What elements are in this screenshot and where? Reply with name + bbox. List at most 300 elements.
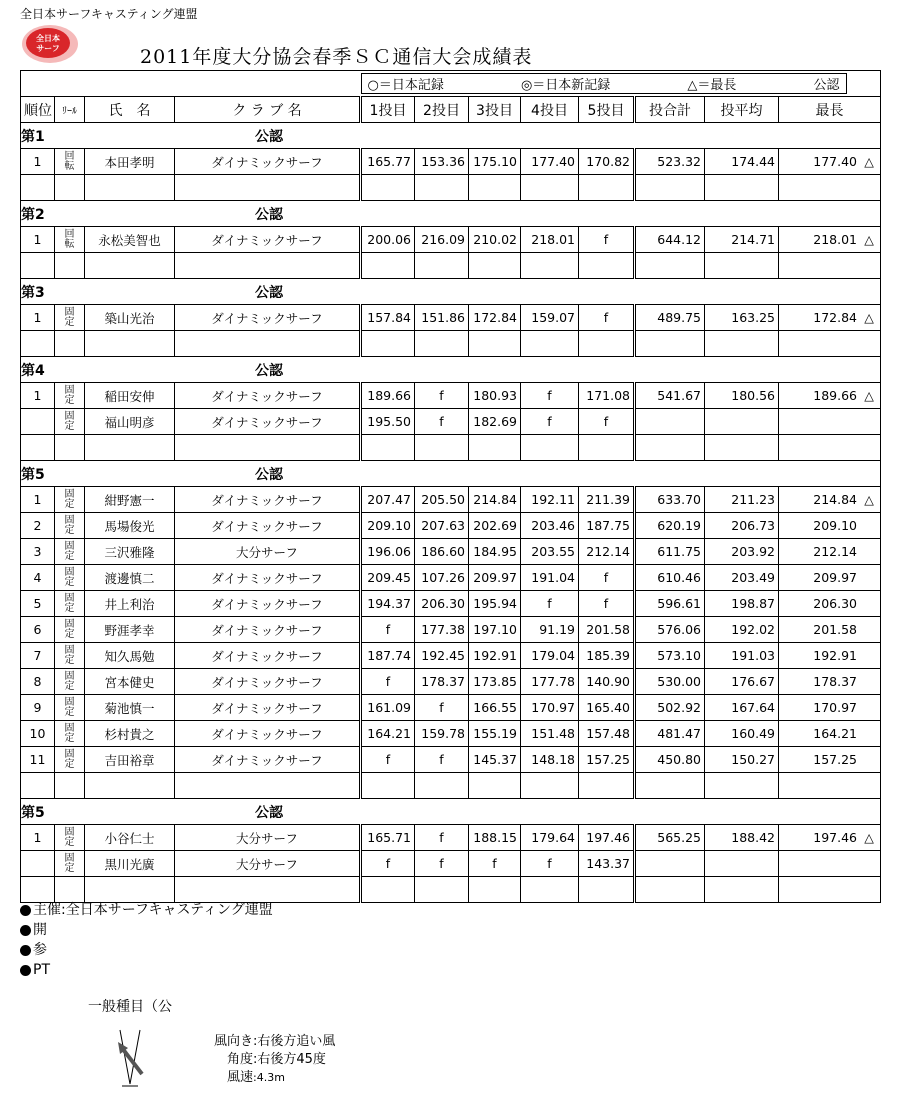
total-cell: 502.92 <box>635 695 705 721</box>
section-official-mark: 公認 <box>255 206 283 223</box>
throw-3-cell <box>469 773 521 799</box>
wind-speed-value: :4.3m <box>253 1071 285 1084</box>
throw-3-cell: 214.84 <box>469 487 521 513</box>
name-cell: 井上利治 <box>85 591 175 617</box>
section-official-mark: 公認 <box>255 362 283 379</box>
rank-cell <box>21 851 55 877</box>
throw-2-cell: f <box>415 825 469 851</box>
throw-5-cell: 143.37 <box>579 851 635 877</box>
throw-2-cell: 153.36 <box>415 149 469 175</box>
throw-2-cell <box>415 773 469 799</box>
longest-cell: 157.25 <box>779 747 881 773</box>
total-cell <box>635 851 705 877</box>
throw-5-cell: f <box>579 565 635 591</box>
club-cell <box>175 435 361 461</box>
throw-2-cell: 216.09 <box>415 227 469 253</box>
throw-3-cell <box>469 331 521 357</box>
throw-3-cell: 210.02 <box>469 227 521 253</box>
name-cell: 黒川光廣 <box>85 851 175 877</box>
table-row <box>21 721 881 747</box>
rank-cell: 1 <box>21 305 55 331</box>
club-cell: ダイナミックサーフ <box>175 695 361 721</box>
total-cell: 489.75 <box>635 305 705 331</box>
throw-4-cell: 203.55 <box>521 539 579 565</box>
total-cell: 565.25 <box>635 825 705 851</box>
rank-cell <box>21 175 55 201</box>
club-cell <box>175 175 361 201</box>
throw-2-cell <box>415 253 469 279</box>
name-cell <box>85 773 175 799</box>
average-cell: 160.49 <box>705 721 779 747</box>
section-header-row <box>21 279 881 305</box>
wind-speed-label: 風速 <box>226 1070 253 1085</box>
longest-cell: 172.84 △ <box>779 305 881 331</box>
club-cell: ダイナミックサーフ <box>175 617 361 643</box>
throw-5-cell: 140.90 <box>579 669 635 695</box>
throw-2-cell: 178.37 <box>415 669 469 695</box>
rank-cell: 4 <box>21 565 55 591</box>
club-cell: ダイナミックサーフ <box>175 227 361 253</box>
throw-3-cell: 175.10 <box>469 149 521 175</box>
throw-4-cell: 177.40 <box>521 149 579 175</box>
note-participants: 参 <box>20 940 273 960</box>
throw-2-cell: f <box>415 747 469 773</box>
table-row <box>21 383 881 409</box>
longest-mark: △ <box>864 310 874 325</box>
total-cell: 481.47 <box>635 721 705 747</box>
total-cell: 576.06 <box>635 617 705 643</box>
rank-cell: 10 <box>21 721 55 747</box>
longest-cell: 214.84 △ <box>779 487 881 513</box>
throw-5-cell: 185.39 <box>579 643 635 669</box>
rank-cell: 1 <box>21 825 55 851</box>
throw-2-cell <box>415 877 469 903</box>
throw-5-cell: 157.48 <box>579 721 635 747</box>
legend-longest: △＝最長 <box>687 78 737 93</box>
average-cell: 203.92 <box>705 539 779 565</box>
table-row <box>21 617 881 643</box>
throw-1-cell: 157.84 <box>361 305 415 331</box>
throw-4-cell: 218.01 <box>521 227 579 253</box>
name-cell: 本田孝明 <box>85 149 175 175</box>
average-cell <box>705 331 779 357</box>
name-cell: 永松美智也 <box>85 227 175 253</box>
throw-3-cell: 180.93 <box>469 383 521 409</box>
name-cell: 福山明彦 <box>85 409 175 435</box>
longest-cell: 192.91 <box>779 643 881 669</box>
rank-cell: 8 <box>21 669 55 695</box>
club-cell <box>175 253 361 279</box>
wind-direction-label: 風向き <box>213 1034 253 1049</box>
event-label: 一般種目（公 <box>88 999 172 1015</box>
table-row <box>21 643 881 669</box>
average-cell <box>705 877 779 903</box>
throw-4-cell: 170.97 <box>521 695 579 721</box>
throw-4-cell <box>521 877 579 903</box>
name-cell <box>85 331 175 357</box>
throw-3-cell <box>469 435 521 461</box>
throw-5-cell: 171.08 <box>579 383 635 409</box>
blank-row <box>21 175 881 201</box>
bullet-icon <box>20 905 31 916</box>
club-cell: 大分サーフ <box>175 539 361 565</box>
reel-type-cell <box>55 773 85 799</box>
club-cell: ダイナミックサーフ <box>175 409 361 435</box>
name-cell: 吉田裕章 <box>85 747 175 773</box>
note-pt: PT <box>20 960 273 980</box>
rank-cell: 2 <box>21 513 55 539</box>
reel-type-cell: 固定 <box>55 617 85 643</box>
longest-cell: 164.21 <box>779 721 881 747</box>
longest-cell: 209.97 <box>779 565 881 591</box>
legend-row <box>21 71 881 97</box>
average-cell: 150.27 <box>705 747 779 773</box>
throw-1-cell <box>361 877 415 903</box>
throw-3-cell: 192.91 <box>469 643 521 669</box>
throw-2-cell <box>415 331 469 357</box>
total-cell <box>635 253 705 279</box>
longest-cell: 177.40 △ <box>779 149 881 175</box>
wind-angle-label: 角度 <box>226 1052 253 1067</box>
longest-mark: △ <box>864 154 874 169</box>
reel-type-cell: 固定 <box>55 591 85 617</box>
header-throw-4: 4投目 <box>521 97 579 123</box>
throw-3-cell: 182.69 <box>469 409 521 435</box>
table-row <box>21 409 881 435</box>
average-cell: 163.25 <box>705 305 779 331</box>
blank-row <box>21 773 881 799</box>
throw-4-cell <box>521 253 579 279</box>
average-cell <box>705 253 779 279</box>
section-header-row <box>21 201 881 227</box>
average-cell: 214.71 <box>705 227 779 253</box>
throw-5-cell: 212.14 <box>579 539 635 565</box>
club-cell <box>175 877 361 903</box>
throw-5-cell: 165.40 <box>579 695 635 721</box>
organization-name: 全日本サーフキャスティング連盟 <box>20 7 198 21</box>
club-cell <box>175 773 361 799</box>
reel-type-cell <box>55 331 85 357</box>
throw-2-cell: f <box>415 409 469 435</box>
throw-3-cell: 209.97 <box>469 565 521 591</box>
longest-cell: 197.46 △ <box>779 825 881 851</box>
header-name: 氏 名 <box>85 97 175 123</box>
bullet-icon <box>20 965 31 976</box>
average-cell: 176.67 <box>705 669 779 695</box>
total-cell <box>635 175 705 201</box>
club-cell: ダイナミックサーフ <box>175 747 361 773</box>
rank-cell <box>21 253 55 279</box>
header-total: 投合計 <box>635 97 705 123</box>
throw-3-cell: 166.55 <box>469 695 521 721</box>
throw-1-cell: f <box>361 669 415 695</box>
reel-type-cell: 固定 <box>55 409 85 435</box>
section-header-row <box>21 461 881 487</box>
section-header-row <box>21 799 881 825</box>
throw-1-cell: 195.50 <box>361 409 415 435</box>
page-title: 2011年度大分協会春季ＳＣ通信大会成績表 <box>140 46 533 68</box>
throw-5-cell: f <box>579 409 635 435</box>
throw-5-cell <box>579 877 635 903</box>
throw-4-cell <box>521 773 579 799</box>
throw-3-cell <box>469 877 521 903</box>
throw-1-cell: 165.71 <box>361 825 415 851</box>
name-cell <box>85 175 175 201</box>
throw-5-cell <box>579 331 635 357</box>
table-row <box>21 227 881 253</box>
throw-2-cell: 192.45 <box>415 643 469 669</box>
total-cell: 610.46 <box>635 565 705 591</box>
header-throw-1: 1投目 <box>361 97 415 123</box>
throw-2-cell: f <box>415 695 469 721</box>
reel-type-cell <box>55 175 85 201</box>
total-cell: 530.00 <box>635 669 705 695</box>
throw-1-cell: 209.10 <box>361 513 415 539</box>
throw-1-cell: 207.47 <box>361 487 415 513</box>
throw-1-cell: 164.21 <box>361 721 415 747</box>
throw-1-cell: 189.66 <box>361 383 415 409</box>
throw-1-cell: 165.77 <box>361 149 415 175</box>
total-cell: 611.75 <box>635 539 705 565</box>
throw-5-cell: 211.39 <box>579 487 635 513</box>
average-cell <box>705 435 779 461</box>
header-throw-2: 2投目 <box>415 97 469 123</box>
reel-type-cell: 固定 <box>55 565 85 591</box>
svg-text:全日本: 全日本 <box>36 34 60 43</box>
throw-3-cell: 184.95 <box>469 539 521 565</box>
section-label: 第2 <box>21 206 45 223</box>
rank-cell: 9 <box>21 695 55 721</box>
total-cell: 596.61 <box>635 591 705 617</box>
throw-2-cell <box>415 175 469 201</box>
table-row <box>21 695 881 721</box>
throw-5-cell: 197.46 <box>579 825 635 851</box>
average-cell <box>705 175 779 201</box>
rank-cell: 1 <box>21 487 55 513</box>
name-cell: 渡邊慎二 <box>85 565 175 591</box>
throw-2-cell: 107.26 <box>415 565 469 591</box>
throw-2-cell: 205.50 <box>415 487 469 513</box>
longest-cell <box>779 409 881 435</box>
total-cell <box>635 331 705 357</box>
average-cell <box>705 851 779 877</box>
rank-cell: 3 <box>21 539 55 565</box>
name-cell: 三沢雅隆 <box>85 539 175 565</box>
table-row <box>21 305 881 331</box>
average-cell: 180.56 <box>705 383 779 409</box>
total-cell <box>635 773 705 799</box>
rank-cell: 1 <box>21 149 55 175</box>
throw-3-cell: 188.15 <box>469 825 521 851</box>
longest-cell: 212.14 <box>779 539 881 565</box>
table-row <box>21 851 881 877</box>
name-cell: 宮本健史 <box>85 669 175 695</box>
federation-logo <box>20 22 84 66</box>
average-cell: 203.49 <box>705 565 779 591</box>
throw-1-cell <box>361 773 415 799</box>
throw-5-cell <box>579 773 635 799</box>
longest-cell <box>779 773 881 799</box>
reel-type-cell: 固定 <box>55 487 85 513</box>
throw-1-cell: 196.06 <box>361 539 415 565</box>
average-cell <box>705 409 779 435</box>
total-cell: 644.12 <box>635 227 705 253</box>
club-cell: ダイナミックサーフ <box>175 149 361 175</box>
section-official-mark: 公認 <box>255 466 283 483</box>
longest-cell: 170.97 <box>779 695 881 721</box>
rank-cell: 5 <box>21 591 55 617</box>
note-organizer: 主催:全日本サーフキャスティング連盟 <box>20 900 273 920</box>
longest-cell <box>779 253 881 279</box>
throw-1-cell: 187.74 <box>361 643 415 669</box>
name-cell: 知久馬勉 <box>85 643 175 669</box>
section-label: 第5 <box>21 466 45 483</box>
name-cell <box>85 253 175 279</box>
reel-type-cell: 固定 <box>55 513 85 539</box>
header-club: ク ラ ブ 名 <box>175 97 361 123</box>
club-cell: ダイナミックサーフ <box>175 669 361 695</box>
rank-cell <box>21 435 55 461</box>
throw-4-cell: 151.48 <box>521 721 579 747</box>
club-cell: ダイナミックサーフ <box>175 383 361 409</box>
reel-type-cell: 固定 <box>55 721 85 747</box>
throw-4-cell <box>521 435 579 461</box>
throw-2-cell: 177.38 <box>415 617 469 643</box>
name-cell <box>85 877 175 903</box>
reel-type-cell: 固定 <box>55 747 85 773</box>
name-cell: 稲田安伸 <box>85 383 175 409</box>
header-longest: 最長 <box>779 97 881 123</box>
rank-cell <box>21 877 55 903</box>
table-row <box>21 747 881 773</box>
section-label: 第1 <box>21 128 45 145</box>
throw-1-cell <box>361 331 415 357</box>
club-cell: 大分サーフ <box>175 851 361 877</box>
total-cell: 450.80 <box>635 747 705 773</box>
club-cell: ダイナミックサーフ <box>175 721 361 747</box>
club-cell: ダイナミックサーフ <box>175 513 361 539</box>
longest-cell: 178.37 <box>779 669 881 695</box>
average-cell: 198.87 <box>705 591 779 617</box>
throw-2-cell: 159.78 <box>415 721 469 747</box>
longest-mark: △ <box>864 232 874 247</box>
longest-cell <box>779 435 881 461</box>
average-cell <box>705 773 779 799</box>
blank-row <box>21 253 881 279</box>
average-cell: 192.02 <box>705 617 779 643</box>
average-cell: 174.44 <box>705 149 779 175</box>
rank-cell: 6 <box>21 617 55 643</box>
throw-2-cell: f <box>415 851 469 877</box>
table-row <box>21 669 881 695</box>
throw-5-cell: 170.82 <box>579 149 635 175</box>
throw-4-cell: 192.11 <box>521 487 579 513</box>
club-cell <box>175 331 361 357</box>
table-row <box>21 539 881 565</box>
total-cell <box>635 877 705 903</box>
longest-cell <box>779 331 881 357</box>
reel-type-cell: 固定 <box>55 695 85 721</box>
throw-4-cell: 148.18 <box>521 747 579 773</box>
throw-4-cell: 191.04 <box>521 565 579 591</box>
name-cell: 紺野憲一 <box>85 487 175 513</box>
throw-3-cell: 173.85 <box>469 669 521 695</box>
longest-cell: 201.58 <box>779 617 881 643</box>
throw-5-cell <box>579 175 635 201</box>
average-cell: 211.23 <box>705 487 779 513</box>
total-cell: 620.19 <box>635 513 705 539</box>
throw-5-cell: f <box>579 227 635 253</box>
rank-cell: 1 <box>21 227 55 253</box>
bullet-icon <box>20 945 31 956</box>
header-throw-5: 5投目 <box>579 97 635 123</box>
club-cell: ダイナミックサーフ <box>175 305 361 331</box>
header-throw-3: 3投目 <box>469 97 521 123</box>
table-row <box>21 825 881 851</box>
total-cell: 523.32 <box>635 149 705 175</box>
legend-official: 公認 <box>813 78 840 93</box>
reel-type-cell <box>55 253 85 279</box>
longest-cell: 189.66 △ <box>779 383 881 409</box>
rank-cell: 11 <box>21 747 55 773</box>
name-cell: 杉村貴之 <box>85 721 175 747</box>
rank-cell: 7 <box>21 643 55 669</box>
total-cell: 573.10 <box>635 643 705 669</box>
throw-1-cell: 209.45 <box>361 565 415 591</box>
wind-direction-value: :右後方追い風 <box>253 1034 336 1049</box>
throw-4-cell <box>521 175 579 201</box>
table-row <box>21 149 881 175</box>
name-cell: 築山光治 <box>85 305 175 331</box>
throw-4-cell: f <box>521 383 579 409</box>
club-cell: ダイナミックサーフ <box>175 565 361 591</box>
reel-type-cell <box>55 435 85 461</box>
throw-3-cell: f <box>469 851 521 877</box>
name-cell: 菊池慎一 <box>85 695 175 721</box>
rank-cell <box>21 773 55 799</box>
throw-5-cell: 187.75 <box>579 513 635 539</box>
blank-row <box>21 331 881 357</box>
throw-5-cell <box>579 435 635 461</box>
rank-cell <box>21 331 55 357</box>
section-official-mark: 公認 <box>255 804 283 821</box>
table-row <box>21 487 881 513</box>
throw-1-cell: f <box>361 747 415 773</box>
table-row <box>21 591 881 617</box>
table-row <box>21 513 881 539</box>
svg-text:サーフ: サーフ <box>36 44 60 53</box>
average-cell: 188.42 <box>705 825 779 851</box>
wind-direction-icon <box>110 1028 150 1090</box>
longest-cell <box>779 175 881 201</box>
header-reel: ﾘｰﾙ <box>55 97 85 123</box>
throw-3-cell: 202.69 <box>469 513 521 539</box>
throw-4-cell: 179.04 <box>521 643 579 669</box>
throw-1-cell: f <box>361 617 415 643</box>
total-cell: 541.67 <box>635 383 705 409</box>
wind-angle-value: :右後方45度 <box>253 1052 326 1067</box>
throw-4-cell: 159.07 <box>521 305 579 331</box>
throw-5-cell: f <box>579 305 635 331</box>
name-cell: 小谷仁士 <box>85 825 175 851</box>
header-average: 投平均 <box>705 97 779 123</box>
bullet-icon <box>20 925 31 936</box>
total-cell <box>635 409 705 435</box>
table-row <box>21 565 881 591</box>
name-cell <box>85 435 175 461</box>
longest-cell: 209.10 <box>779 513 881 539</box>
longest-cell: 206.30 <box>779 591 881 617</box>
